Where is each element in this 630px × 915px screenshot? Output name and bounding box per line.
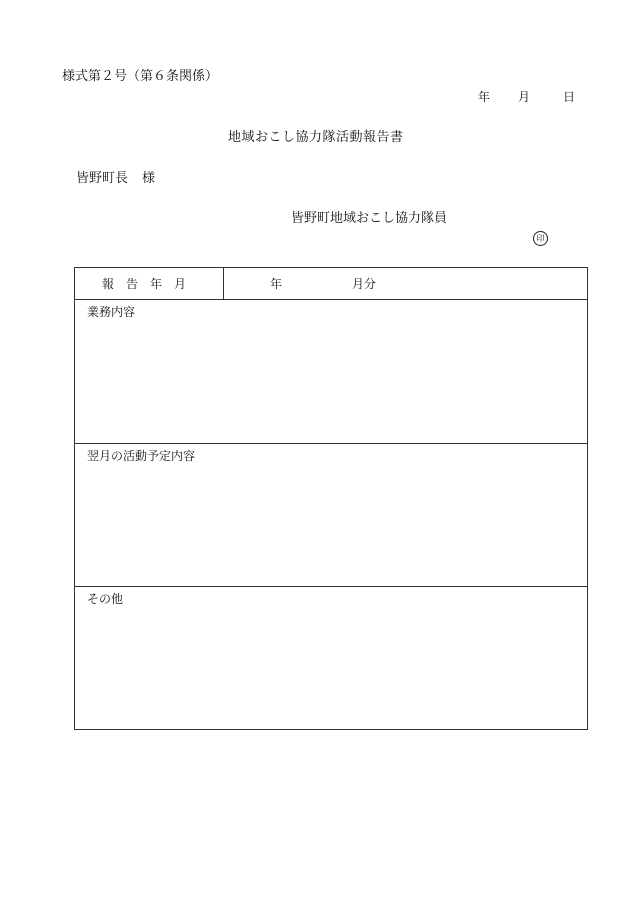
- other-section[interactable]: [75, 587, 587, 729]
- report-period-value-cell[interactable]: [224, 268, 587, 299]
- reporter-title: 皆野町地域おこし協力隊員: [291, 211, 448, 226]
- report-table: [74, 267, 588, 730]
- next-month-plan-label: 翌月の活動予定内容: [87, 449, 196, 463]
- other-label: その他: [87, 592, 124, 606]
- form-number: 様式第２号（第６条関係）: [62, 69, 219, 84]
- addressee-name: 皆野町長: [76, 171, 129, 186]
- period-year-unit: 年: [270, 277, 283, 291]
- document-title: 地域おこし協力隊活動報告書: [228, 130, 404, 145]
- seal-mark: 印: [533, 231, 548, 246]
- date-line: [478, 91, 575, 103]
- date-day-unit: 日: [563, 90, 576, 104]
- report-period-label: [102, 278, 186, 290]
- period-label-char: 月: [174, 277, 187, 291]
- period-label-char: 告: [126, 277, 139, 291]
- business-content-section[interactable]: [75, 300, 587, 444]
- report-period-label-cell: [75, 268, 224, 299]
- date-year-unit: 年: [478, 90, 491, 104]
- period-month-suffix: 月分: [352, 277, 377, 291]
- next-month-plan-section[interactable]: [75, 444, 587, 587]
- period-label-char: 年: [150, 277, 163, 291]
- period-label-char: 報: [102, 277, 115, 291]
- addressee-honorific: 様: [142, 171, 156, 186]
- addressee: [76, 172, 155, 185]
- business-content-label: 業務内容: [87, 305, 136, 319]
- date-month-unit: 月: [518, 90, 531, 104]
- report-period-row: [75, 268, 587, 300]
